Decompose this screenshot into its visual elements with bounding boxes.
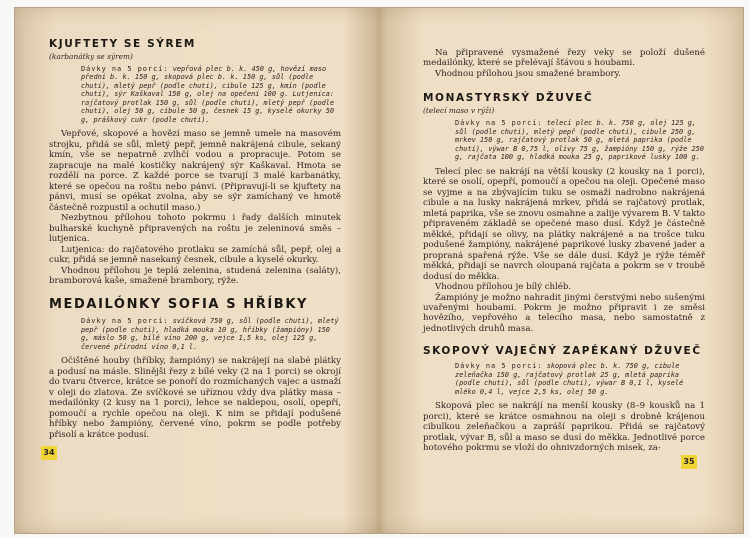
ingredients-skopovy	[455, 362, 705, 396]
ingredients-medailonky	[81, 317, 341, 351]
ingredients-monastyrsky	[455, 119, 705, 161]
ingredients-text: skopová plec b. k. 750 g, cibule zeleňačka 150 g, rajčatový protlak 25 g, mletá paprika (podle chuti), sůl (podle chuti), výwar B 0,1 l, kyselé mléko 0,4 l, vejce 2,5 ks, olej 50 g.	[455, 362, 684, 396]
right-page	[379, 8, 743, 533]
portions-label: Dávky na 5 porcí:	[455, 119, 543, 128]
paragraph: Skopová plec se nakrájí na menší kousky (8–9 kousků na 1 porci), které se krátce osmahnou na oleji s drobně krájenou cibulkou zeleňačkou a zapráší paprikou. Přidá se rajčatový protlak, vývar B, sůl a maso se dusí do měkka. Jednotlivé porce hotového pokrmu se vloží do ohnivzdorných misek, za-	[423, 401, 705, 454]
paragraph: Nezbytnou přílohou tohoto pokrmu i řady dalších minutek bulharské kuchyně připravených na roštu je zeleninová směs – lutjenica.	[49, 213, 341, 245]
recipe-title-skopovy: SKOPOVÝ VAJEČNÝ ZAPÉKANÝ DŽUVEČ	[423, 345, 702, 358]
recipe-title-kjuftety: KJUFTETY SE SÝREM	[49, 38, 196, 50]
paragraph: Očištěné houby (hříbky, žampióny) se nakrájejí na slabé plátky a podusí na másle. Slinějši řezy z bílé veky (2 na 1 porci) se okrojí do tvaru čtverce, krátce se ponoří do rozmíchaných vajec a usmaží v oleji do zlatova. Ze svíčkové se uříznou vždy dva plátky masa – medailónky (2 kusy na 1 porci), lehce se naklepou, osolí, opepří, pomoučí a rychle opečou na oleji. K nim se přidají podušené hříbky nebo žampióny, červené víno, pokrm se podle potřeby přisolí a krátce podusí.	[49, 356, 341, 440]
portions-label: Dávky na 5 porcí:	[81, 64, 169, 73]
paragraph: Vhodnou přílohou je bílý chléb.	[435, 282, 572, 293]
left-page	[15, 8, 379, 533]
recipe-title-monastyrsky: MONASTYRSKÝ DŽUVEČ	[423, 92, 594, 105]
left-column	[49, 38, 341, 440]
method-medailonky	[49, 356, 341, 440]
paragraph: Lutjenica: do rajčatového protlaku se zamíchá sůl, pepř, olej a cukr, přidá se jemně nasekaný česnek, cibule a kyselé okurky.	[49, 244, 341, 266]
recipe-subtitle-monastyrsky: (telecí maso v rýži)	[423, 106, 495, 116]
ingredients-text: telecí plec b. k. 750 g, olej 125 g, sůl (podle chuti), mletý pepř (podle chuti), cibule 250 g, mrkev 150 g, rajčatový protlak 50 g, mletá paprika (podle chuti), výwar B 0,75 l, olivy 75 g, žampióny 150 g, rýže 250 g, rajčata 100 g, hladká mouka 25 g, paprikové lusky 100 g.	[455, 119, 704, 162]
paragraph: Telecí plec se nakrájí na větší kousky (2 kousky na 1 porci), které se osolí, opepří, pomoučí a opečou na oleji. Opečené maso se vyjme a na zbývajícím tuku se osmaží nadrobno nakrájená cibule a na lusky nakrájená mrkev, přidá se rajčatový protlak, mletá paprika, vše se znovu osmahne a zalije vývarem B. V takto připraveném základě se opečené maso dusí. Když je částečně měkké, přidají se olivy, na plátky nakrájené a na trošce tuku podušené žampióny, nakrájené paprikové lusky zbavené jader a propraná spařená rýže. Vše se dále dusí. Když je rýže téměř měkká, přidají se navrch oloupaná rajčata a pokrm se v troubě dodusí do měkka.	[423, 166, 705, 282]
portions-label: Dávky na 5 porcí:	[81, 317, 169, 326]
method-skopovy	[423, 401, 705, 453]
paragraph: Na připravené vysmažené řezy veky se položí dušené medailónky, které se přelévají šťávou s houbami.	[423, 48, 705, 69]
page-number-left: 34	[41, 446, 57, 460]
ingredients-kjuftety	[81, 65, 341, 124]
paragraph: Vepřové, skopové a hovězí maso se jemně umele na masovém strojku, přidá se sůl, mletý pepř, jemně nakrájená cibule, sekaný kmín, vše se nepatrně zvlhčí vodou a propracuje. Potom se zapracuje na malé kostičky nakrájený sýr Kaškaval. Hmota se rozdělí na porce. Z každé porce se tvarují 3 malé karbanátky, které se opečou na roštu nebo pánvi. (Připravují-li se kjuftety na pánvi, musí se opékat zvolna, aby se sýr zamíchaný ve hmotě částečně rozpustil a ochutil maso.)	[49, 129, 341, 213]
continuation-text	[423, 48, 705, 79]
book-spread	[14, 7, 744, 534]
ingredients-text: vepřová plec b. k. 450 g, hovězí maso přední b. k. 150 g, skopová plec b. k. 150 g, sůl (podle chuti), mletý pepř (podle chuti), cibule 125 g, kmín (podle chuti), sýr Kaškaval 150 g, olej na opečení 100 g. Lutjenica: rajčatový protlak 150 g, sůl (podle chuti), mletý pepř (podle chuti), olej 50 g, cibule 50 g, česnek 15 g, kyselé okurky 50 g, práškový cukr (podle chuti).	[81, 64, 335, 124]
recipe-title-medailonky: MEDAILÓNKY SOFIA S HŘÍBKY	[49, 297, 309, 313]
page-number-right: 35	[681, 455, 697, 469]
paragraph: Vhodnou přílohou jsou smažené brambory.	[435, 68, 621, 79]
right-column	[423, 48, 705, 454]
paragraph: Žampióny je možno nahradit jinými čerstvými nebo sušenými uvařenými houbami. Pokrm je možno připravit i ze směsi hovězího, vepřového a telecího masa, nebo samostatně z jednotlivých druhů masa.	[423, 292, 705, 334]
portions-label: Dávky na 5 porcí:	[455, 362, 543, 371]
ingredients-text: svíčková 750 g, sůl (podle chuti), mletý pepř (podle chuti), hladká mouka 10 g, hříbky (žampióny) 150 g, máslo 50 g, bílé víno 200 g, vejce 1,5 ks, olej 125 g, červené přírodní víno 0,1 l.	[81, 317, 339, 351]
paragraph: Vhodnou přílohou je teplá zelenina, studená zelenina (saláty), bramborová kaše, smažené brambory, rýže.	[49, 265, 341, 286]
method-monastyrsky	[423, 167, 705, 335]
recipe-subtitle-kjuftety: (karbanátky se sýrem)	[49, 51, 133, 61]
method-kjuftety	[49, 129, 341, 286]
